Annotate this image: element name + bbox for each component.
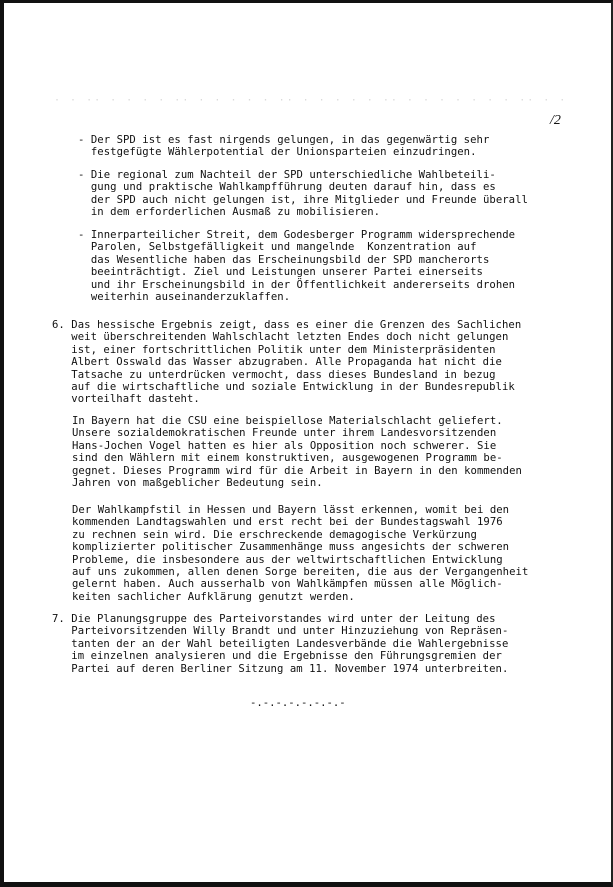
bullet-item: - Innerparteilicher Streit, dem Godesberger Programm widersprechende Parolen, Selbstgefälligkeit und mangelnde Konzentration auf das Wesentliche haben das Erscheinungsbild der SPD mancherorts beeinträchtigt. Ziel und Leistungen unserer Partei einerseits und ihr Erscheinungsbild in der Öffentlichkeit andererseits drohen weiterhin auseinanderzuklaffen. (78, 229, 516, 304)
faint-bleedthrough-line: · · ·· · · · · ·· · · · · · ·· · · · · · ·· · · · · · · · ·· · · (54, 95, 568, 105)
paragraph-wahlkampfstil: Der Wahlkampfstil in Hessen und Bayern lässt erkennen, womit bei den kommenden Landtagswahlen und erst recht bei der Bundestagswahl 1976 zu rechnen sein wird. Die erschreckende demagogische Verkürzung komplizierter politischer Zusammenhänge muss angesichts der schweren Probleme, die insbesondere aus der weltwirtschaftlichen Entwicklung auf uns zukommen, allen denen Sorge bereiten, die aus der Vergangenheit gelernt haben. Auch ausserhalb von Wahlkämpfen müssen alle Möglich- keiten sachlicher Aufklärung genutzt werden. (72, 504, 529, 603)
end-divider: -.-.-.-.-.-.-.- (250, 697, 346, 709)
bullet-item: - Der SPD ist es fast nirgends gelungen, in das gegenwärtig sehr festgefügte Wählerpotential der Unionsparteien einzudringen. (78, 134, 490, 159)
bullet-item: - Die regional zum Nachteil der SPD unterschiedliche Wahlbeteili- gung und praktische Wahlkampfführung deuten darauf hin, dass es der SPD auch nicht gelungen ist, ihre Mitglieder und Freunde überall in dem erforderlichen Ausmaß zu mobilisieren. (78, 169, 528, 219)
paragraph-bayern: In Bayern hat die CSU eine beispiellose Materialschlacht geliefert. Unsere sozialdemokratischen Freunde unter ihrem Landesvorsitzenden Hans-Jochen Vogel hatten es hier als Opposition noch schwerer. Sie sind den Wählern mit einem konstruktiven, ausgewogenen Programm be- gegnet. Dieses Programm wird für die Arbeit in Bayern in den kommenden Jahren von maßgeblicher Bedeutung sein. (72, 415, 522, 490)
page-number: /2 (550, 113, 561, 128)
numbered-item-7: 7. Die Planungsgruppe des Parteivorstandes wird unter der Leitung des Parteivorsitzenden Willy Brandt und unter Hinzuziehung von Repräsen- tanten der an der Wahl beteiligten Landesverbände die Wahlergebnisse im einzelnen analysieren und die Ergebnisse den Führungsgremien der Partei auf deren Berliner Sitzung am 11. November 1974 unterbreiten. (52, 613, 509, 675)
numbered-item-6: 6. Das hessische Ergebnis zeigt, dass es einer die Grenzen des Sachlichen weit überschreitenden Wahlschlacht letzten Endes doch nicht gelungen ist, einer fortschrittlichen Politik unter dem Ministerpräsidenten Albert Osswald das Wasser abzugraben. Alle Propaganda hat nicht die Tatsache zu unterdrücken vermocht, dass dieses Bundesland in bezug auf die wirtschaftliche und soziale Entwicklung in der Bundesrepublik vorteilhaft dasteht. (52, 319, 522, 406)
